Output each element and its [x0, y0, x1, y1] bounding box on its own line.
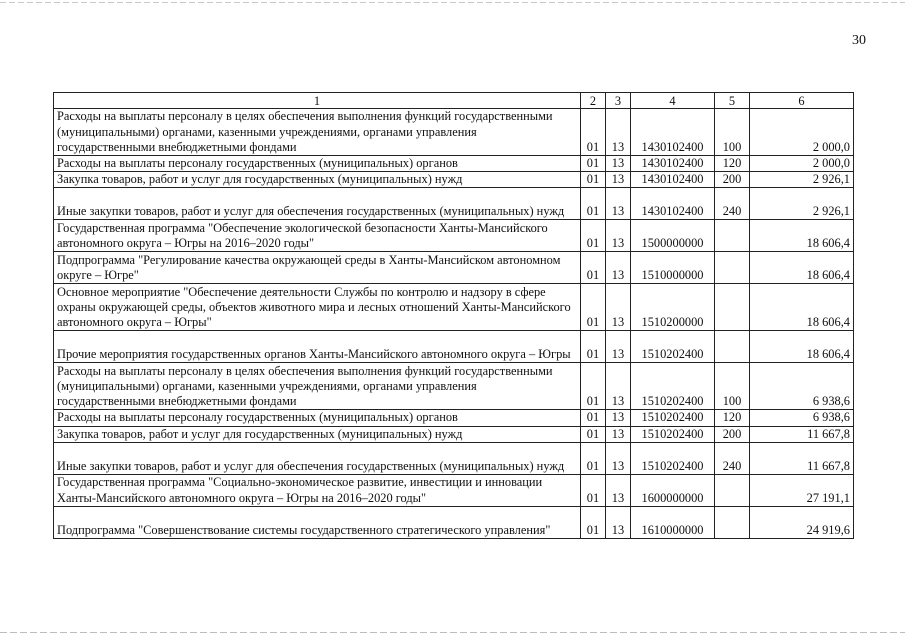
scan-top-edge	[0, 2, 905, 3]
row-target-code: 1430102400	[631, 172, 715, 188]
row-section: 01	[581, 506, 606, 538]
row-amount: 11 667,8	[750, 442, 854, 474]
table-row	[54, 426, 854, 442]
row-target-code: 1500000000	[631, 220, 715, 252]
row-subsection: 13	[606, 442, 631, 474]
row-subsection: 13	[606, 474, 631, 506]
header-col-4: 4	[631, 93, 715, 109]
row-amount: 27 191,1	[750, 474, 854, 506]
row-name: Прочие мероприятия государственных органов Ханты-Мансийского автономного округа – Югры	[54, 331, 581, 363]
row-amount: 18 606,4	[750, 220, 854, 252]
row-section: 01	[581, 331, 606, 363]
row-expense-type	[715, 331, 750, 363]
row-expense-type: 120	[715, 156, 750, 172]
page-number: 30	[852, 33, 866, 48]
row-section: 01	[581, 284, 606, 331]
row-expense-type: 240	[715, 188, 750, 220]
row-section: 01	[581, 410, 606, 426]
row-target-code: 1510202400	[631, 442, 715, 474]
row-expense-type: 100	[715, 109, 750, 156]
table-row	[54, 442, 854, 474]
row-expense-type	[715, 252, 750, 284]
row-subsection: 13	[606, 331, 631, 363]
row-subsection: 13	[606, 252, 631, 284]
table-row	[54, 410, 854, 426]
row-section: 01	[581, 220, 606, 252]
row-expense-type	[715, 474, 750, 506]
row-name: Подпрограмма "Регулирование качества окружающей среды в Ханты-Мансийском автономном округе – Югре"	[54, 252, 581, 284]
row-amount: 2 926,1	[750, 172, 854, 188]
table-row	[54, 188, 854, 220]
row-name: Закупка товаров, работ и услуг для государственных (муниципальных) нужд	[54, 426, 581, 442]
row-target-code: 1510200000	[631, 284, 715, 331]
row-section: 01	[581, 474, 606, 506]
row-subsection: 13	[606, 426, 631, 442]
row-target-code: 1510202400	[631, 426, 715, 442]
row-section: 01	[581, 109, 606, 156]
row-section: 01	[581, 252, 606, 284]
table-row	[54, 220, 854, 252]
row-expense-type	[715, 284, 750, 331]
row-subsection: 13	[606, 172, 631, 188]
row-subsection: 13	[606, 109, 631, 156]
row-section: 01	[581, 172, 606, 188]
row-subsection: 13	[606, 220, 631, 252]
row-section: 01	[581, 363, 606, 410]
row-section: 01	[581, 442, 606, 474]
table-header-row	[54, 93, 854, 109]
row-section: 01	[581, 426, 606, 442]
row-amount: 24 919,6	[750, 506, 854, 538]
row-amount: 6 938,6	[750, 410, 854, 426]
table-row	[54, 363, 854, 410]
row-expense-type	[715, 506, 750, 538]
row-name: Расходы на выплаты персоналу государственных (муниципальных) органов	[54, 410, 581, 426]
row-amount: 18 606,4	[750, 284, 854, 331]
header-col-6: 6	[750, 93, 854, 109]
row-name: Расходы на выплаты персоналу в целях обеспечения выполнения функций государственными (муниципальными) органами, казенными учреждениями, органами управления государственными внебюджетными фондами	[54, 363, 581, 410]
row-subsection: 13	[606, 156, 631, 172]
row-expense-type: 200	[715, 172, 750, 188]
header-col-1: 1	[54, 93, 581, 109]
row-subsection: 13	[606, 410, 631, 426]
scan-bottom-edge	[0, 632, 905, 633]
header-col-5: 5	[715, 93, 750, 109]
row-amount: 2 926,1	[750, 188, 854, 220]
row-expense-type	[715, 220, 750, 252]
table-row	[54, 331, 854, 363]
row-expense-type: 240	[715, 442, 750, 474]
row-target-code: 1600000000	[631, 474, 715, 506]
row-name: Закупка товаров, работ и услуг для государственных (муниципальных) нужд	[54, 172, 581, 188]
row-name: Основное мероприятие "Обеспечение деятельности Службы по контролю и надзору в сфере охраны окружающей среды, объектов животного мира и лесных отношений Ханты-Мансийского автономного округа – Югры"	[54, 284, 581, 331]
table-row	[54, 474, 854, 506]
row-target-code: 1510202400	[631, 331, 715, 363]
row-subsection: 13	[606, 188, 631, 220]
row-name: Государственная программа "Социально-экономическое развитие, инвестиции и инновации Ханты-Мансийского автономного округа – Югры на 2016–2020 годы"	[54, 474, 581, 506]
budget-table	[53, 92, 854, 539]
table-row	[54, 252, 854, 284]
row-amount: 2 000,0	[750, 156, 854, 172]
table-row	[54, 156, 854, 172]
row-target-code: 1430102400	[631, 109, 715, 156]
row-name: Расходы на выплаты персоналу государственных (муниципальных) органов	[54, 156, 581, 172]
row-target-code: 1430102400	[631, 188, 715, 220]
row-name: Расходы на выплаты персоналу в целях обеспечения выполнения функций государственными (муниципальными) органами, казенными учреждениями, органами управления государственными внебюджетными фондами	[54, 109, 581, 156]
row-subsection: 13	[606, 284, 631, 331]
row-name: Иные закупки товаров, работ и услуг для обеспечения государственных (муниципальных) нужд	[54, 188, 581, 220]
row-section: 01	[581, 188, 606, 220]
row-amount: 18 606,4	[750, 252, 854, 284]
row-target-code: 1510202400	[631, 410, 715, 426]
row-amount: 6 938,6	[750, 363, 854, 410]
row-amount: 2 000,0	[750, 109, 854, 156]
row-section: 01	[581, 156, 606, 172]
row-amount: 18 606,4	[750, 331, 854, 363]
row-name: Иные закупки товаров, работ и услуг для обеспечения государственных (муниципальных) нужд	[54, 442, 581, 474]
header-col-2: 2	[581, 93, 606, 109]
row-amount: 11 667,8	[750, 426, 854, 442]
row-target-code: 1510000000	[631, 252, 715, 284]
row-target-code: 1610000000	[631, 506, 715, 538]
table-row	[54, 506, 854, 538]
row-subsection: 13	[606, 506, 631, 538]
row-expense-type: 120	[715, 410, 750, 426]
table-row	[54, 284, 854, 331]
row-subsection: 13	[606, 363, 631, 410]
row-target-code: 1510202400	[631, 363, 715, 410]
row-target-code: 1430102400	[631, 156, 715, 172]
row-expense-type: 100	[715, 363, 750, 410]
row-expense-type: 200	[715, 426, 750, 442]
header-col-3: 3	[606, 93, 631, 109]
row-name: Государственная программа "Обеспечение экологической безопасности Ханты-Мансийского автономного округа – Югры на 2016–2020 годы"	[54, 220, 581, 252]
row-name: Подпрограмма "Совершенствование системы государственного стратегического управления"	[54, 506, 581, 538]
table-row	[54, 109, 854, 156]
table-row	[54, 172, 854, 188]
